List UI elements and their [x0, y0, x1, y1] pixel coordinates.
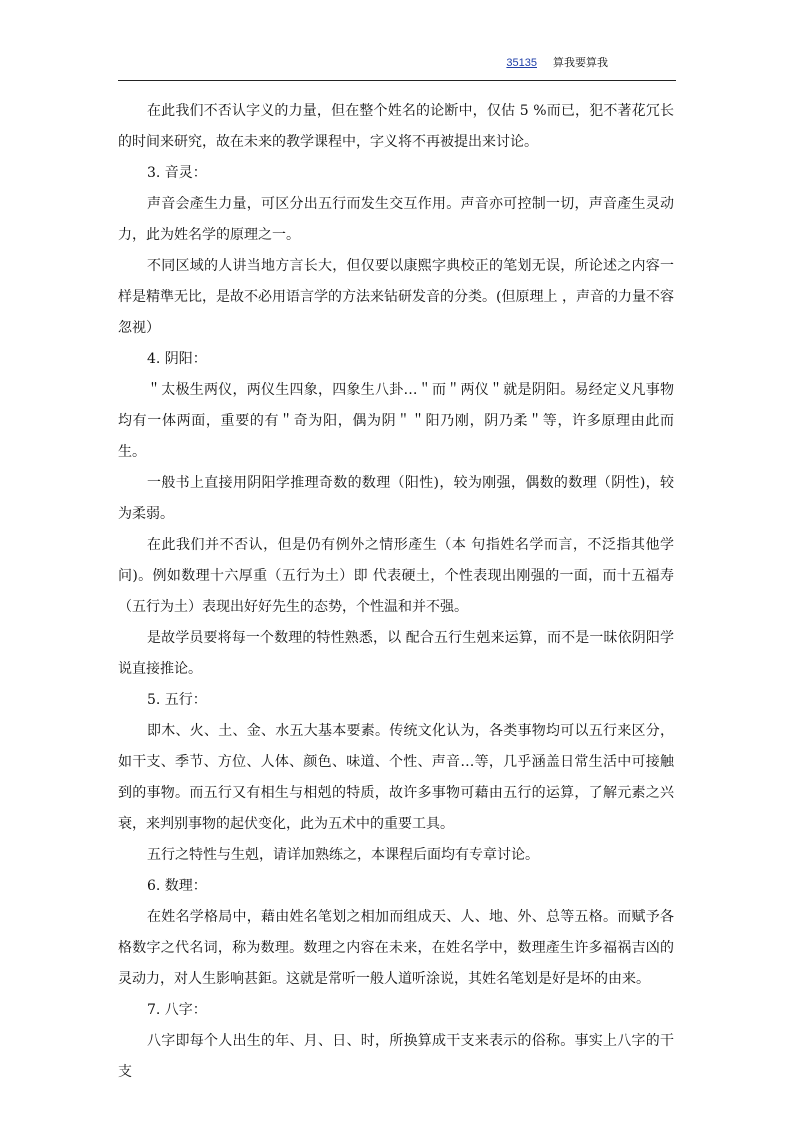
section-heading: 5. 五行：	[147, 692, 207, 708]
paragraph: ＂太极生两仪，两仪生四象，四象生八卦…＂而＂两仪＂就是阴阳。易经定义凡事物均有一体两面，重要的有＂奇为阳，偶为阴＂＂阳乃刚，阴乃柔＂等，许多原理由此而生。	[118, 382, 674, 460]
paragraph: 在此我们并不否认，但是仍有例外之情形產生（本 句指姓名学而言，不泛指其他学问)。例如数理十六厚重（五行为土）即 代表硬土，个性表现出刚强的一面，而十五福寿（五行为土）表现出好好先生的态势，个性温和并不强。	[118, 537, 674, 615]
paragraph: 声音会產生力量，可区分出五行而发生交互作用。声音亦可控制一切，声音產生灵动力，此为姓名学的原理之一。	[118, 196, 674, 243]
section-heading: 4. 阴阳：	[147, 351, 207, 367]
paragraph: 在此我们不否认字义的力量，但在整个姓名的论断中，仅估 5 %而已，犯不著花冗长的时间来研究，故在未来的教学课程中，字义将不再被提出来讨论。	[118, 103, 674, 150]
document-body	[118, 96, 674, 1088]
header-line	[506, 56, 608, 70]
paragraph: 一般书上直接用阴阳学推理奇数的数理（阳性)，较为刚强，偶数的数理（阴性)，较为柔弱。	[118, 475, 674, 522]
section-heading: 7. 八字：	[147, 1002, 207, 1018]
paragraph: 五行之特性与生剋，请详加熟练之，本课程后面均有专章讨论。	[147, 847, 539, 863]
section-heading: 6. 数理：	[147, 878, 207, 894]
header-link[interactable]: 35135	[506, 57, 537, 69]
paragraph: 不同区域的人讲当地方言长大，但仅要以康熙字典校正的笔划无误，所论述之内容一样是精準无比，是故不必用语言学的方法来钻研发音的分类。(但原理上 ，声音的力量不容忽视）	[118, 258, 674, 336]
section-heading: 3. 音灵：	[147, 165, 207, 181]
paragraph: 是故学员要将每一个数理的特性熟悉，以 配合五行生剋来运算，而不是一昧依阴阳学说直接推论。	[118, 630, 674, 677]
header-title: 算我要算我	[553, 56, 608, 69]
paragraph: 在姓名学格局中，藉由姓名笔划之相加而组成天、人、地、外、总等五格。而赋予各格数字之代名词，称为数理。数理之内容在未来，在姓名学中，数理產生许多福祸吉凶的灵动力，对人生影响甚鉅。这就是常听一般人道听涂说，其姓名笔划是好是坏的由来。	[118, 909, 674, 987]
page-header	[118, 56, 676, 81]
paragraph: 八字即每个人出生的年、月、日、时，所换算成干支来表示的俗称。事实上八字的干支	[118, 1033, 674, 1080]
paragraph: 即木、火、土、金、水五大基本要素。传统文化认为，各类事物均可以五行来区分，如干支、季节、方位、人体、颜色、味道、个性、声音…等，几乎涵盖日常生活中可接触到的事物。而五行又有相生与相剋的特质，故许多事物可藉由五行的运算，了解元素之兴衰，来判别事物的起伏变化，此为五术中的重要工具。	[118, 723, 674, 832]
